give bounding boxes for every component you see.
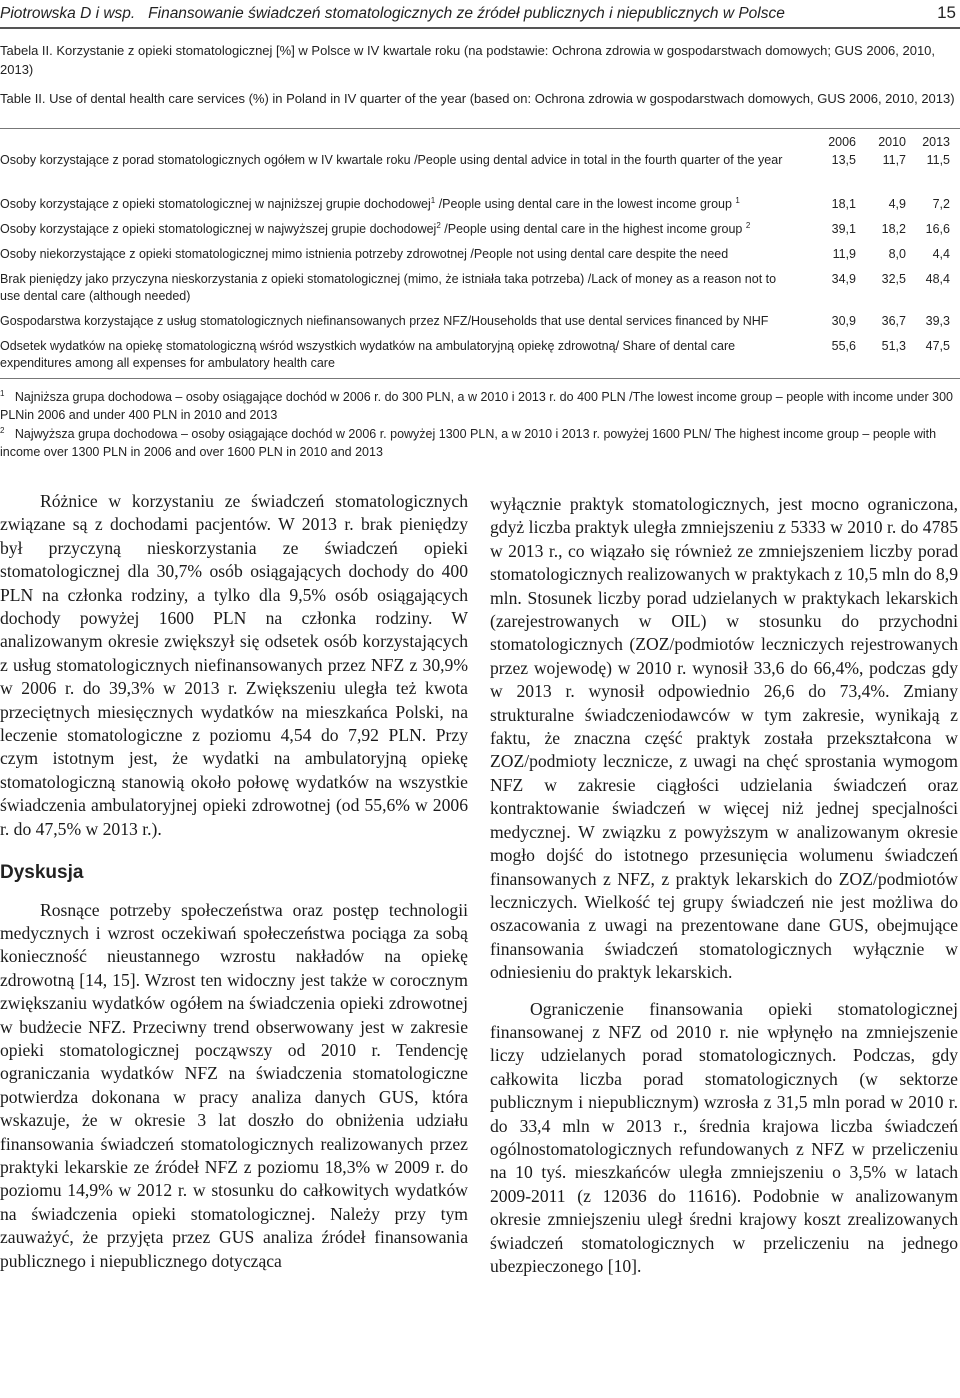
cell-2010: 4,9: [888, 197, 906, 211]
footnote-mark: 1: [735, 195, 740, 205]
table-row: [0, 246, 960, 271]
section-heading: Dyskusja: [0, 862, 84, 884]
running-header: [0, 0, 960, 34]
cell-2013: 16,6: [925, 222, 950, 236]
footnote-text: Najniższa grupa dochodowa – osoby osiągające dochód w 2006 r. do 300 PLN, a w 2010 i 2013 r. do 400 PLN /The lowest income group – people with income under 300 PLNin 2006 and under 400 PLN in 2010 and 2013: [0, 390, 953, 422]
row-label: Osoby korzystające z porad stomatologicznych ogółem w IV kwartale roku /People using dental advice in total in the fourth quarter of the year: [0, 153, 783, 167]
table-row: [0, 313, 960, 338]
running-title: [0, 5, 785, 23]
table-bottom-rule: [0, 378, 960, 379]
table-footnote: [0, 425, 958, 461]
cell-2006: 39,1: [831, 222, 856, 236]
table-caption-en: Table II. Use of dental health care services (%) in Poland in IV quarter of the year (based on: Ochrona zdrowia w gospodarstwach domowych, GUS 2006, 2010, 2013): [0, 91, 955, 106]
cell-2010: 36,7: [881, 314, 906, 328]
cell-2013: 39,3: [925, 314, 950, 328]
cell-2006: 13,5: [831, 153, 856, 167]
body-paragraph: Ograniczenie finansowania opieki stomatologicznej finansowanej z NFZ od 2010 r. nie wpłynęło na zmniejszenie liczy udzielanych porad stomatologicznych. Podczas, gdy całkowita liczba porad stomatologicznych (w sektorze publicznym i niepublicznym) wzrosła z 31,5 mln porad w 2010 r. do 33,4 mln w 2013 r., średnia krajowa liczba świadczeń ogólnostomatologicznych refundowanych z NFZ w przeliczeniu na 10 tyś. mieszkańców uległa zmniejszeniu o 3,5% w latach 2009-2011 (z 12036 do 11616). Podobnie w analizowanym okresie zmniejszeniu uległ średni krajowy koszt zrealizowanych świadczeń stomatologicznych w przeliczeniu na jednego ubezpieczonego [10].: [490, 998, 958, 1276]
cell-2006: 34,9: [831, 272, 856, 286]
footnote-text: Najwyższa grupa dochodowa – osoby osiągające dochód w 2006 r. powyżej 1300 PLN, a w 2010 i 2013 r. powyżej 1600 PLN/ The highest income group – people with income over 1300 PLN in 2006 and over 1600 PLN in 2010 and 2013: [0, 427, 937, 459]
table-row: [0, 271, 960, 313]
table-top-rule: [0, 128, 960, 129]
cell-2013: 11,5: [926, 153, 950, 167]
table-row: [0, 338, 960, 374]
row-label: Osoby korzystające z opieki stomatologicznej w najniższej grupie dochodowej$^1$ /People using dental care in the lowest income group $^1$: [0, 195, 740, 211]
year-header-2013: 2013: [922, 135, 950, 149]
cell-2010: 32,5: [881, 272, 906, 286]
footnote-mark: 1: [430, 195, 436, 205]
cell-2006: 11,9: [832, 247, 856, 261]
cell-2006: 30,9: [831, 314, 856, 328]
cell-2013: 48,4: [925, 272, 950, 286]
body-paragraph: wyłącznie praktyk stomatologicznych, jest mocno ograniczona, gdyż liczba praktyk uległa zmniejszeniu z 5333 w 2010 r. do 4785 w 2013 r., co wiązało się również ze zmniejszeniem liczby porad stomatologicznych realizowanych w praktykach z 10,5 mln do 8,9 mln. Stosunek liczby porad udzielanych w praktykach lekarskich (zarejestrowanych w OIL) w stosunku do przychodni stomatologicznych (ZOZ/podmiotów leczniczych rejestrowanych przez wojewodę) w 2010 r. wynosił 33,6 do 66,4%, podczas gdy w 2013 r. wynosił odpowiednio 26,6 do 73,4%. Zmiany strukturalne świadczeniodawców w tym zakresie, wynikają z faktu, że znaczna część praktyk została przekształcona w ZOZ/podmioty lecznicze, z uwagi na chęć sprostania wymogom NFZ w zakresie ciągłości udzielania świadczeń oraz kontraktowanie świadczeń w więcej niż jednej specjalności medycznej. W związku z powyższym w analizowanym okresie mogło dojść do istotnego przesunięcia wolumenu świadczeń finansowanych z NFZ, z praktyk lekarskich do ZOZ/podmiotów leczniczych. Wielkość tej grupy świadczeń nie jest możliwa do oszacowania z uwagi na prezentowane dane GUS, obejmujące finansowania świadczeń stomatologicznych wyłącznie w odniesieniu do praktyk lekarskich.: [490, 494, 958, 983]
footnote-mark: 1: [0, 388, 5, 398]
left-column: [0, 490, 468, 1273]
cell-2013: 7,2: [932, 197, 950, 211]
table-caption-pl: Tabela II. Korzystanie z opieki stomatologicznej [%] w Polsce w IV kwartale roku (na podstawie: Ochrona zdrowia w gospodarstwach domowych; GUS 2006, 2010, 2013): [0, 43, 936, 77]
header-rule: [0, 27, 960, 29]
cell-2006: 55,6: [831, 339, 856, 353]
data-table: [0, 130, 960, 374]
cell-2010: 8,0: [888, 247, 906, 261]
row-label: Odsetek wydatków na opiekę stomatologiczną wśród wszystkich wydatków na ambulatoryjną opiekę zdrowotną/ Share of dental care expenditures among all expenses for ambulatory health care: [0, 339, 736, 370]
table-footnote: [0, 388, 958, 424]
body-paragraph: Rosnące potrzeby społeczeństwa oraz postęp technologii medycznych i wzrost oczekiwań społeczeństwa pociąga za sobą konieczność nieustannego wzrostu nakładów na opiekę zdrowotną [14, 15]. Wzrost ten widoczny jest także w corocznym zwiększaniu wydatków ogółem na świadczenia opieki zdrowotnej w budżecie NFZ. Przeciwny trend obserwowany jest w zakresie opieki stomatologicznej począwszy od 2010 r. Tendencję ograniczania wydatków NFZ na świadczenia stomatologiczne potwierdza dokonana w pracy analiza danych GUS, która wskazuje, że w okresie 3 lat doszło do obniżenia udziału finansowania świadczeń stomatologicznych realizowanych przez praktyki lekarskie ze źródeł NFZ z poziomu 18,3% w 2009 r. do poziomu 14,9% w 2012 r. w stosunku do całkowitych wydatków na świadczenia opieki stomatologicznej. Należy przy tym zauważyć, że przyjęta przez GUS analiza źródeł finansowania publicznego i niepublicznego dotycząca: [0, 899, 468, 1271]
table-row: [0, 221, 960, 246]
cell-2013: 47,5: [925, 339, 950, 353]
header-article-title: Finansowanie świadczeń stomatologicznych ze źródeł publicznych i niepublicznych w Polsce: [148, 5, 785, 22]
body-paragraph: Różnice w korzystaniu ze świadczeń stomatologicznych związane są z dochodami pacjentów. W 2013 r. brak pieniędzy był przyczyną nieskorzystania ze świadczeń opieki stomatologicznej dla 30,7% osób osiągających dochody do 400 PLN na członka rodziny, a tylko dla 9,5% osób osiągających dochody powyżej 1600 PLN na członka rodziny. W analizowanym okresie zwiększył się odsetek osób korzystających z usług stomatologicznych niefinansowanych przez NFZ z 30,9% w 2006 r. do 39,3% w 2013 r. Zwiększeniu uległa też kwota przeciętnych miesięcznych wydatków na mieszkańca Polski, na leczenie stomatologiczne z poziomu 4,54 do 7,92 PLN. Przy czym istotnym jest, że wydatki na ambulatoryjną opiekę stomatologiczną stanowią około połowę wydatków na wszystkie świadczenia ambulatoryjnej opieki zdrowotnej (od 55,6% w 2006 r. do 47,5% w 2013 r.).: [0, 491, 468, 839]
footnote-mark: 2: [0, 425, 5, 435]
row-label: Gospodarstwa korzystające z usług stomatologicznych niefinansowanych przez NFZ/Households that use dental services financed by NHF: [0, 314, 769, 328]
footnote-mark: 2: [436, 220, 441, 230]
cell-2010: 11,7: [882, 153, 906, 167]
cell-2006: 18,1: [831, 197, 856, 211]
year-header-2010: 2010: [878, 135, 906, 149]
row-label: Osoby korzystające z opieki stomatologicznej w najwyższej grupie dochodowej$^2$ /People using dental care in the highest income group $^2$: [0, 220, 751, 236]
right-column: [490, 493, 958, 1278]
cell-2010: 18,2: [881, 222, 906, 236]
row-label: Osoby niekorzystające z opieki stomatologicznej mimo istnienia potrzeby zdrowotnej /People not using dental care despite the need: [0, 247, 729, 261]
year-header-2006: 2006: [828, 135, 856, 149]
cell-2013: 4,4: [932, 247, 950, 261]
row-label: Brak pieniędzy jako przyczyna nieskorzystania z opieki stomatologicznej (mimo, że istniała taka potrzeba) /Lack of money as a reason not to use dental care (although needed): [0, 272, 777, 303]
header-authors: Piotrowska D i wsp.: [0, 5, 136, 22]
page-number: 15: [937, 3, 956, 22]
footnote-mark: 2: [745, 220, 751, 230]
cell-2010: 51,3: [881, 339, 906, 353]
table-header-row: [0, 130, 960, 152]
table-row: [0, 196, 960, 221]
table-row: [0, 152, 960, 196]
